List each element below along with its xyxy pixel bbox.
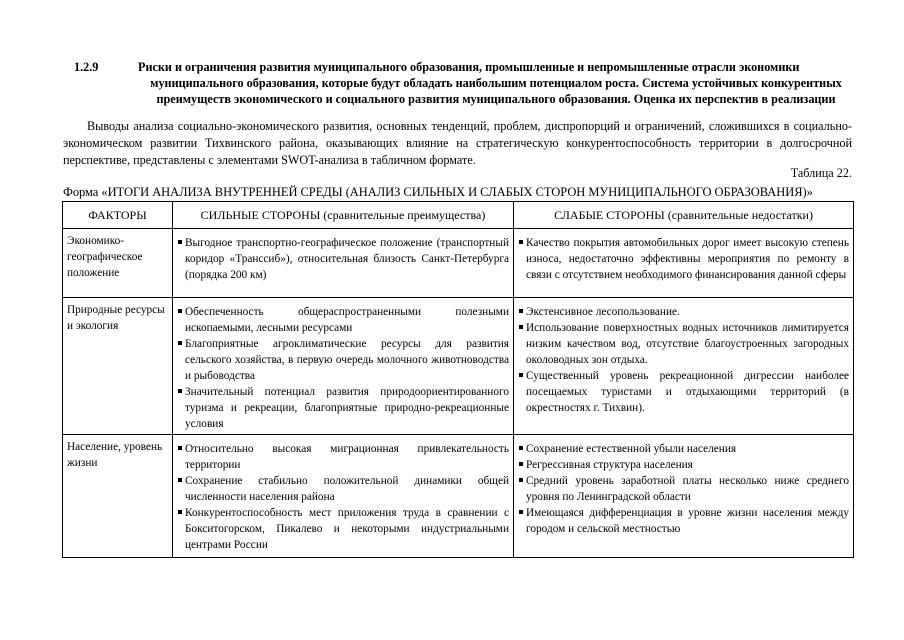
list-item: [177, 505, 509, 553]
table-header-row: [63, 202, 854, 229]
list-item: [518, 304, 849, 320]
bullet-icon: [519, 373, 523, 377]
table-number: Таблица 22.: [790, 166, 852, 180]
header-factors: ФАКТОРЫ: [63, 202, 173, 229]
table-row: [63, 435, 854, 558]
bullet-icon: [519, 478, 523, 482]
list-item: [518, 441, 849, 457]
factor-cell: Природные ресурсы и экология: [63, 298, 173, 435]
bullet-icon: [178, 240, 182, 244]
section-title-line: преимуществ экономического и социального развития муниципального образования. Оценка их перспектив в реализации: [156, 92, 836, 106]
weaknesses-cell: [514, 298, 854, 435]
bullet-icon: [178, 510, 182, 514]
table-row: [63, 229, 854, 298]
list-item-text: Существенный уровень рекреационной дигрессии наиболее посещаемых туристами и отдыхающими территорий (в окрестностях г. Тихвин).: [526, 370, 849, 414]
strengths-cell: [173, 229, 514, 298]
weaknesses-cell: [514, 229, 854, 298]
strengths-cell: [173, 435, 514, 558]
list-item: [518, 235, 849, 283]
weaknesses-cell: [514, 435, 854, 558]
list-item-text: Экстенсивное лесопользование.: [526, 306, 680, 318]
bullet-icon: [519, 325, 523, 329]
bullet-icon: [519, 462, 523, 466]
list-item: [177, 473, 509, 505]
bullet-icon: [178, 389, 182, 393]
list-item-text: Обеспеченность общераспространенными полезными ископаемыми, лесными ресурсами: [185, 306, 509, 334]
list-item: [518, 505, 849, 537]
list-item: [177, 304, 509, 336]
list-item-text: Использование поверхностных водных источников лимитируется низким качеством вод, отсутствие благоустроенных загородных околоводных зон отдыха.: [526, 322, 849, 366]
list-item: [177, 336, 509, 384]
factor-cell: Население, уровень жизни: [63, 435, 173, 558]
list-item: [518, 320, 849, 368]
bullet-icon: [519, 446, 523, 450]
bullet-icon: [178, 341, 182, 345]
bullet-icon: [519, 510, 523, 514]
table-row: [63, 298, 854, 435]
intro-paragraph: Выводы анализа социально-экономического развития, основных тенденций, проблем, диспропорций и ограничений, сложившихся в социально-экономическом развитии Тихвинского района, оказывающих влияние на стратегическую конкурентоспособность территории в долгосрочной перспективе, представлены с элементами SWOT-анализа в табличном формате.: [63, 119, 852, 167]
list-item-text: Благоприятные агроклиматические ресурсы для развития сельского хозяйства, в первую очередь молочного животноводства и рыбоводства: [185, 338, 509, 382]
list-item-text: Значительный потенциал развития природоориентированного туризма и рекреации, благоприятные природно-рекреационные условия: [185, 386, 509, 430]
section-number: 1.2.9: [74, 60, 99, 74]
section-title-line: муниципального образования, которые будут обладать наибольшим потенциалом роста. Система устойчивых конкурентных: [150, 76, 842, 90]
list-item: [177, 384, 509, 432]
strengths-cell: [173, 298, 514, 435]
bullet-icon: [178, 446, 182, 450]
list-item: [518, 368, 849, 416]
header-weaknesses: СЛАБЫЕ СТОРОНЫ (сравнительные недостатки): [514, 202, 854, 229]
list-item: [518, 457, 849, 473]
list-item-text: Качество покрытия автомобильных дорог имеет высокую степень износа, недостаточно эффективны мероприятия по ремонту в связи с отсутствием необходимого финансирования данной сферы: [526, 237, 849, 281]
list-item-text: Регрессивная структура населения: [526, 459, 693, 471]
section-heading: [74, 59, 854, 107]
bullet-icon: [519, 240, 523, 244]
list-item-text: Сохранение стабильно положительной динамики общей численности населения района: [185, 475, 509, 503]
bullet-icon: [519, 309, 523, 313]
list-item-text: Сохранение естественной убыли населения: [526, 443, 737, 455]
list-item: [177, 441, 509, 473]
list-item-text: Выгодное транспортно-географическое положение (транспортный коридор «Транссиб»), относительная близость Санкт-Петербурга (порядка 200 км): [185, 237, 509, 281]
bullet-icon: [178, 478, 182, 482]
swot-table: [62, 201, 854, 558]
list-item: [518, 473, 849, 505]
list-item-text: Средний уровень заработной платы несколько ниже среднего уровня по Ленинградской области: [526, 475, 849, 503]
list-item-text: Относительно высокая миграционная привлекательность территории: [185, 443, 509, 471]
section-title: [138, 59, 854, 107]
bullet-icon: [178, 309, 182, 313]
list-item: [177, 235, 509, 283]
section-title-line: Риски и ограничения развития муниципального образования, промышленные и непромышленные отрасли экономики: [138, 60, 800, 74]
header-strengths: СИЛЬНЫЕ СТОРОНЫ (сравнительные преимущества): [173, 202, 514, 229]
form-title: Форма «ИТОГИ АНАЛИЗА ВНУТРЕННЕЙ СРЕДЫ (АНАЛИЗ СИЛЬНЫХ И СЛАБЫХ СТОРОН МУНИЦИПАЛЬНОГО ОБРАЗОВАНИЯ)»: [63, 185, 813, 199]
factor-cell: Экономико-географическое положение: [63, 229, 173, 298]
list-item-text: Имеющаяся дифференциация в уровне жизни населения между городом и сельской местностью: [526, 507, 849, 535]
list-item-text: Конкурентоспособность мест приложения труда в сравнении с Бокситогорском, Пикалево и некоторыми индустриальными центрами России: [185, 507, 509, 551]
